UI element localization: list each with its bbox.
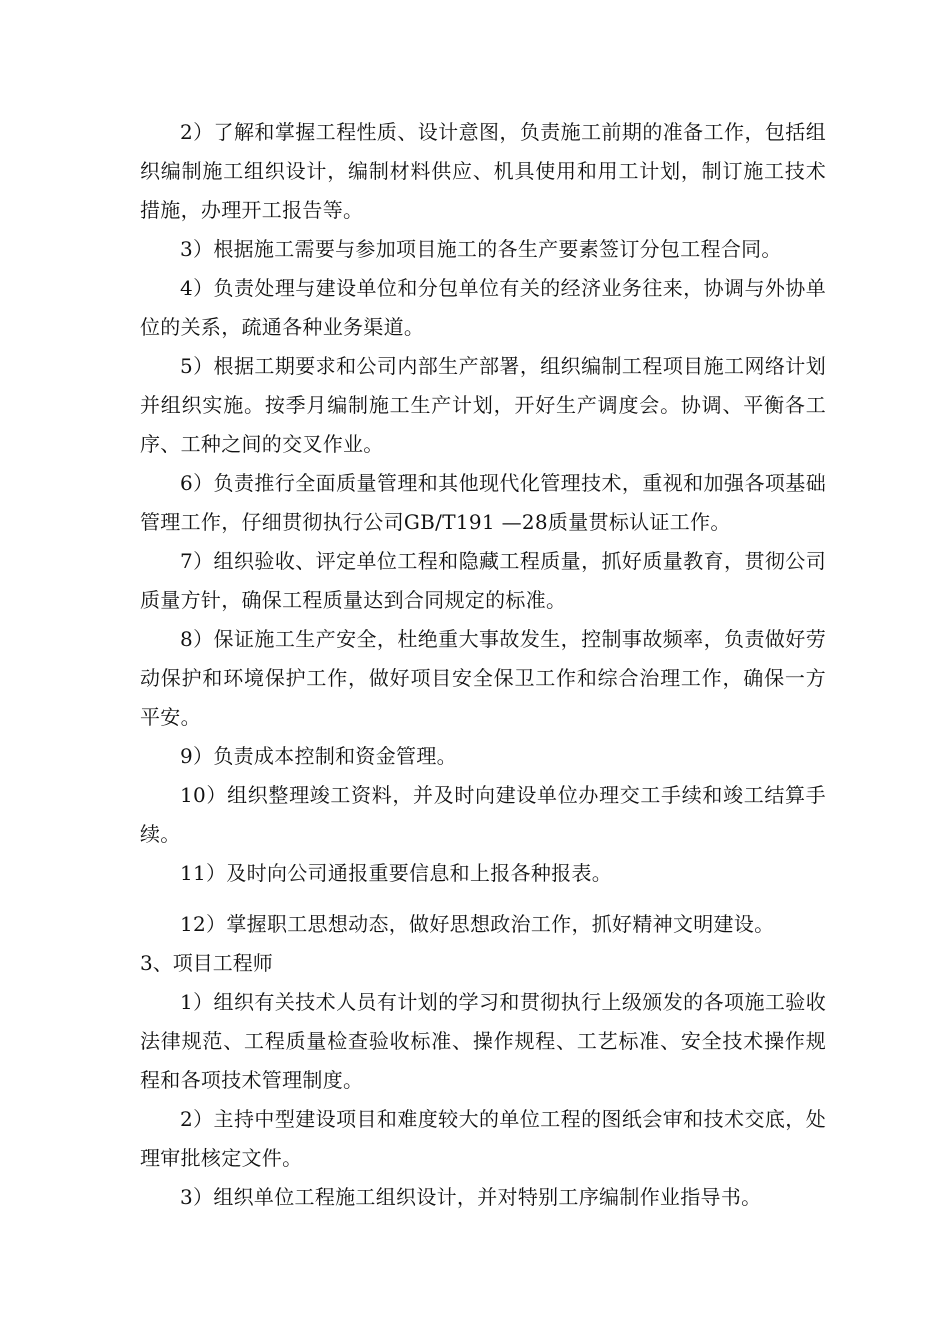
engineer-paragraph-1: 1）组织有关技术人员有计划的学习和贯彻执行上级颁发的各项施工验收法律规范、工程质量检查验收标准、操作规程、工艺标准、安全技术操作规程和各项技术管理制度。	[140, 990, 826, 1092]
paragraph-item-8: 8）保证施工生产安全，杜绝重大事故发生，控制事故频率，负责做好劳动保护和环境保护工作，做好项目安全保卫工作和综合治理工作，确保一方平安。	[140, 627, 826, 729]
paragraph-item-4: 4）负责处理与建设单位和分包单位有关的经济业务往来，协调与外协单位的关系，疏通各种业务渠道。	[140, 276, 826, 339]
engineer-paragraph-2: 2）主持中型建设项目和难度较大的单位工程的图纸会审和技术交底，处理审批核定文件。	[140, 1107, 826, 1170]
paragraph-item-2: 2）了解和掌握工程性质、设计意图，负责施工前期的准备工作，包括组织编制施工组织设计，编制材料供应、机具使用和用工计划，制订施工技术措施，办理开工报告等。	[140, 120, 826, 222]
paragraph-item-11: 11）及时向公司通报重要信息和上报各种报表。	[180, 861, 613, 885]
section-heading: 3、项目工程师	[140, 951, 273, 975]
paragraph-item-6: 6）负责推行全面质量管理和其他现代化管理技术，重视和加强各项基础管理工作，仔细贯彻执行公司GB/T191 —28质量贯标认证工作。	[140, 471, 826, 534]
paragraph-item-12: 12）掌握职工思想动态，做好思想政治工作，抓好精神文明建设。	[180, 912, 775, 936]
paragraph-item-9: 9）负责成本控制和资金管理。	[180, 744, 457, 768]
paragraph-item-10: 10）组织整理竣工资料，并及时向建设单位办理交工手续和竣工结算手续。	[140, 783, 826, 846]
paragraph-item-7: 7）组织验收、评定单位工程和隐藏工程质量，抓好质量教育，贯彻公司质量方针，确保工程质量达到合同规定的标准。	[140, 549, 826, 612]
paragraph-item-3: 3）根据施工需要与参加项目施工的各生产要素签订分包工程合同。	[180, 237, 782, 261]
document-body	[140, 113, 826, 1217]
paragraph-item-5: 5）根据工期要求和公司内部生产部署，组织编制工程项目施工网络计划并组织实施。按季月编制施工生产计划，开好生产调度会。协调、平衡各工序、工种之间的交叉作业。	[140, 354, 826, 456]
engineer-paragraph-3: 3）组织单位工程施工组织设计，并对特别工序编制作业指导书。	[180, 1185, 762, 1209]
